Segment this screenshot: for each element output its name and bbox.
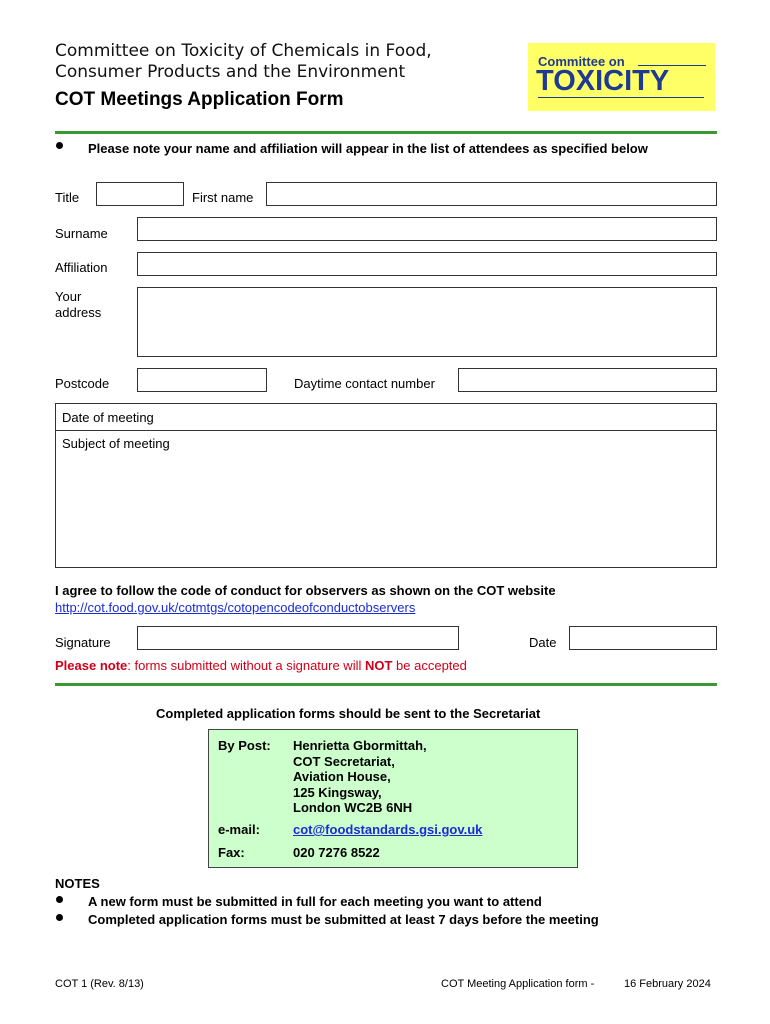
date-label: Date [529, 635, 557, 650]
warning-not: NOT [364, 658, 393, 673]
first-name-input[interactable] [266, 182, 717, 206]
divider-bottom [55, 683, 717, 686]
date-of-meeting-label: Date of meeting [62, 410, 154, 425]
form-title: COT Meetings Application Form [55, 89, 344, 110]
meeting-box[interactable] [55, 403, 717, 568]
date-input[interactable] [569, 626, 717, 650]
note-item: A new form must be submitted in full for each meeting you want to attend [88, 894, 542, 909]
org-name-line1: Committee on Toxicity of Chemicals in Food, [55, 41, 432, 61]
address-line: COT Secretariat, [293, 753, 395, 769]
code-of-conduct-link[interactable]: http://cot.food.gov.uk/cotmtgs/cotopencodeofconductobservers [55, 600, 416, 615]
subject-of-meeting-label: Subject of meeting [62, 436, 170, 451]
fax-label: Fax: [218, 845, 245, 860]
email-link[interactable]: cot@foodstandards.gsi.gov.uk [293, 822, 483, 837]
surname-label: Surname [55, 226, 108, 241]
by-post-label: By Post: [218, 738, 271, 753]
email-label: e-mail: [218, 822, 260, 837]
address-label-line2: address [55, 305, 102, 320]
meeting-box-divider [56, 430, 716, 431]
warning-mid: : forms submitted without a signature will [127, 658, 365, 673]
signature-input[interactable] [137, 626, 459, 650]
secretariat-address-box [208, 729, 578, 868]
warning-suffix: be accepted [392, 658, 467, 673]
address-input[interactable] [137, 287, 717, 357]
address-line: London WC2B 6NH [293, 800, 413, 815]
daytime-contact-input[interactable] [458, 368, 717, 392]
notes-heading: NOTES [55, 876, 100, 891]
title-label: Title [55, 190, 80, 205]
bullet-icon [56, 896, 63, 903]
address-line: Aviation House, [293, 769, 391, 784]
title-input[interactable] [96, 182, 184, 206]
affiliation-input[interactable] [137, 252, 717, 276]
footer-doc-name: COT Meeting Application form - [441, 978, 595, 990]
attendee-notice: Please note your name and affiliation will appear in the list of attendees as specified below [88, 141, 648, 156]
warning-prefix: Please note [55, 658, 128, 673]
address-line: 125 Kingsway, [293, 784, 382, 800]
footer-ref: COT 1 (Rev. 8/13) [55, 978, 144, 990]
org-name-line2: Consumer Products and the Environment [55, 62, 406, 82]
logo-line1: Committee on [538, 54, 625, 69]
daytime-contact-label: Daytime contact number [294, 376, 435, 391]
address-line: Henrietta Gbormittah, [293, 738, 427, 753]
signature-warning [55, 658, 467, 673]
surname-input[interactable] [137, 217, 717, 241]
bullet-icon [56, 142, 63, 149]
cot-logo [528, 43, 715, 111]
agreement-text: I agree to follow the code of conduct for observers as shown on the COT website [55, 583, 556, 598]
footer-date: 16 February 2024 [624, 978, 711, 990]
fax-number: 020 7276 8522 [293, 845, 380, 860]
first-name-label: First name [192, 190, 254, 205]
affiliation-label: Affiliation [55, 260, 108, 275]
send-to-heading: Completed application forms should be sent to the Secretariat [156, 706, 541, 721]
logo-line2: TOXICITY [536, 65, 670, 97]
postcode-label: Postcode [55, 376, 110, 391]
signature-label: Signature [55, 635, 111, 650]
note-item: Completed application forms must be submitted at least 7 days before the meeting [88, 912, 599, 927]
divider-top [55, 131, 717, 134]
address-label-line1: Your [55, 289, 82, 304]
bullet-icon [56, 914, 63, 921]
postcode-input[interactable] [137, 368, 267, 392]
